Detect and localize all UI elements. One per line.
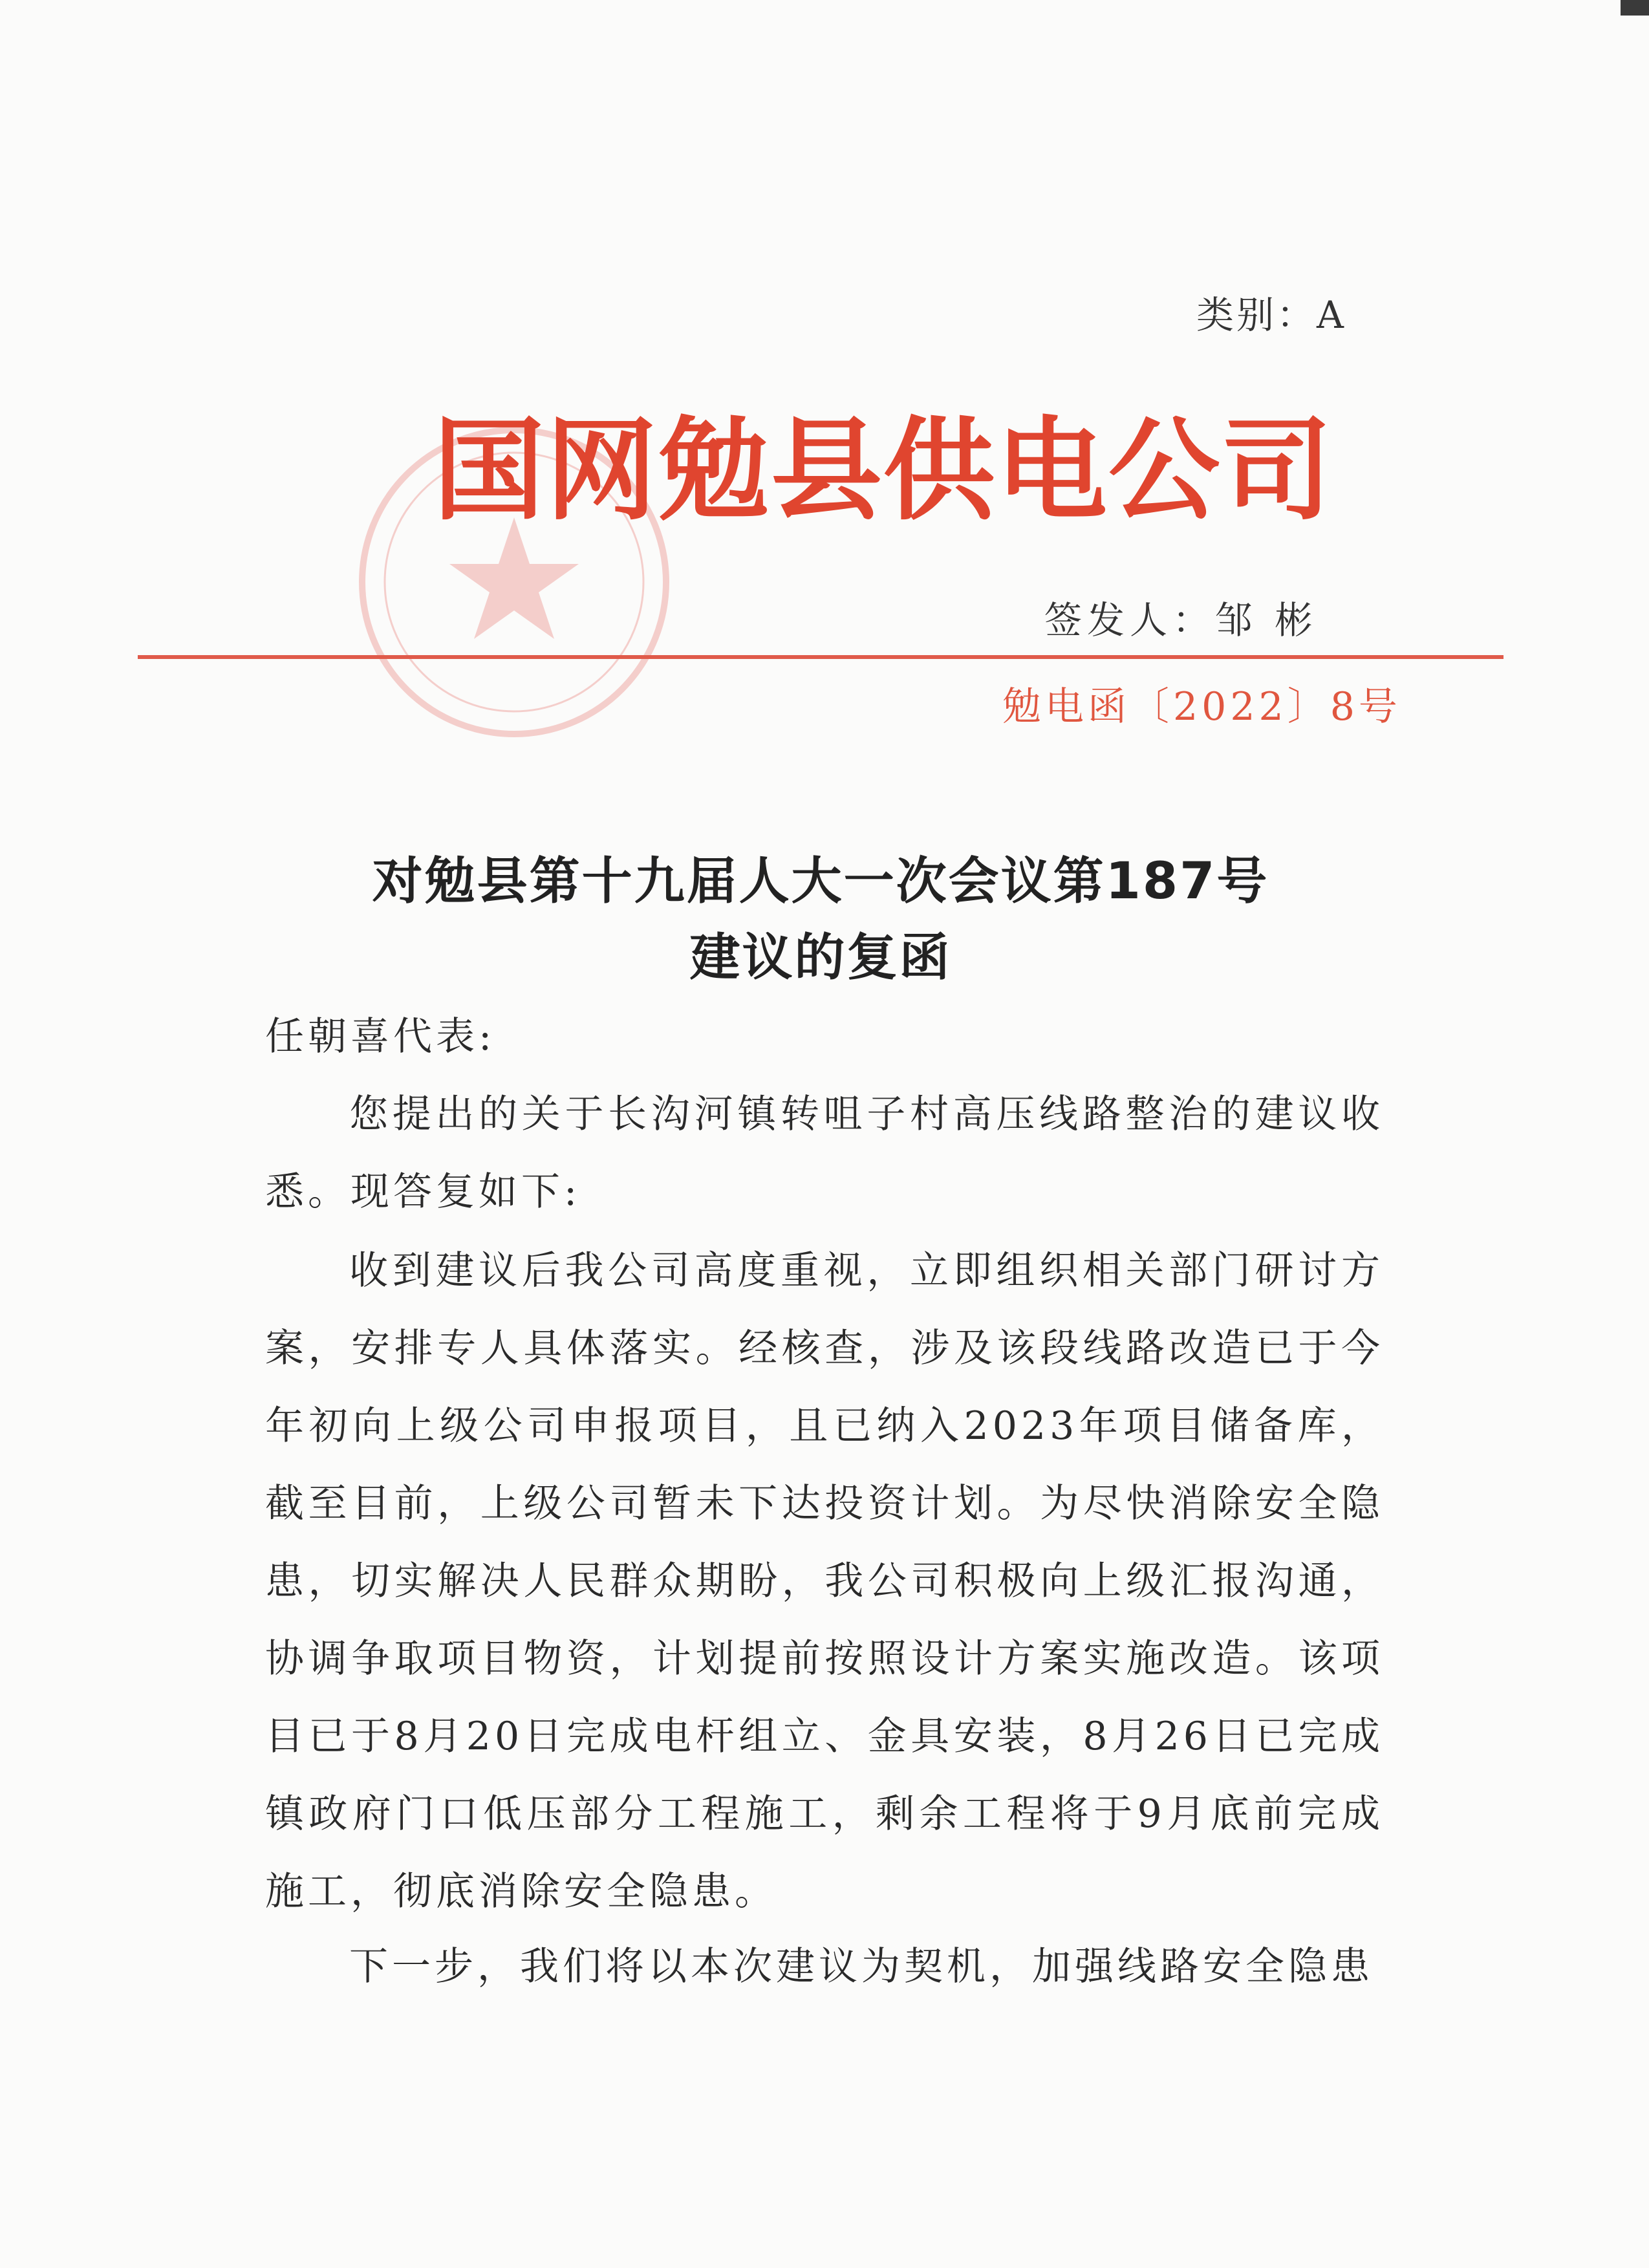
salutation: 任朝喜代表: [265, 1014, 496, 1059]
document-title-line-1: 对勉县第十九届人大一次会议第187号 [372, 852, 1269, 911]
category-label: 类别：A [1196, 293, 1346, 337]
body-paragraph-2: 收到建议后我公司高度重视，立即组织相关部门研讨方案，安排专人具体落实。经核查，涉及该段线路改造已于今年初向上级公司申报项目，且已纳入2023年项目储备库，截至目前，上级公司暂未下达投资计划。为尽快消除安全隐患，切实解决人民群众期盼，我公司积极向上级汇报沟通，协调争取项目物资，计划提前按照设计方案实施改造。该项目已于8月20日完成电杆组立、金具安装，8月26日已完成镇政府门口低压部分工程施工，剩余工程将于9月底前完成施工，彻底消除安全隐患。 [265, 1248, 1384, 1914]
letterhead-red-rule [138, 655, 1503, 659]
document-title-line-2: 建议的复函 [689, 929, 952, 987]
body-paragraph-3: 下一步，我们将以本次建议为契机，加强线路安全隐患 [349, 1944, 1374, 1989]
letterhead-company-name: 国网勉县供电公司 [433, 404, 1333, 535]
body-paragraph-1: 您提出的关于长沟河镇转咀子村高压线路整治的建议收悉。现答复如下: [265, 1092, 1384, 1215]
signer-line: 签发人：邹 彬 [1044, 598, 1318, 642]
document-number: 勉电函〔2022〕8号 [1002, 684, 1401, 729]
scan-corner-mark [1621, 0, 1649, 16]
